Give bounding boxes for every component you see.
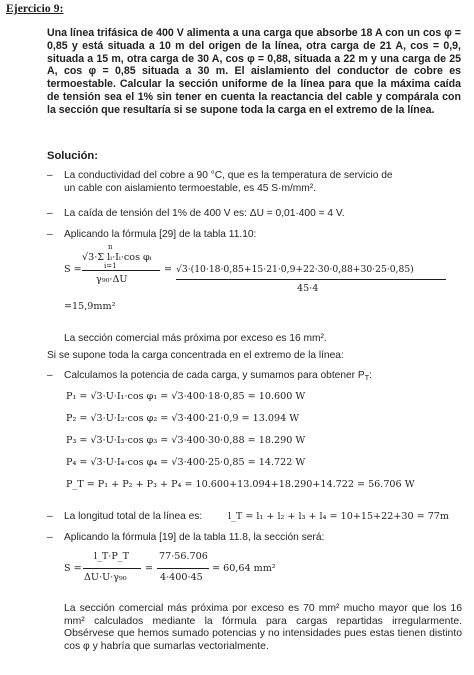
fraction-bar — [82, 270, 160, 271]
exercise-title: Ejercicio 9: — [6, 3, 64, 15]
bullet-conductivity-line1: La conductividad del cobre a 90 °C, que es la temperatura de servicio de — [64, 170, 393, 181]
bullet-dash: – — [47, 229, 53, 240]
fraction-bar — [83, 568, 141, 569]
power-p2: P₂ = √3·U·I₂·cos φ₂ = √3·400·21·0,9 = 13.094 W — [66, 413, 300, 424]
formula2-numerator-right: 77·56.706 — [159, 551, 208, 562]
bullet-voltage-drop: La caída de tensión del 1% de 400 V es: ΔU = 0,01·400 = 4 V. — [64, 208, 345, 219]
power-p4: P₄ = √3·U·I₄·cos φ₄ = √3·400·25·0,85 = 14.722 W — [66, 457, 306, 468]
formula1-numerator-left: √3·Σ lᵢ·Iᵢ·cos φᵢ — [82, 252, 152, 263]
bullet-formula19: Aplicando la fórmula [19] de la tabla 11.8, la sección será: — [64, 532, 325, 543]
formula1-sum-bottom: i=1 — [104, 262, 117, 270]
bullet-total-length-text: La longitud total de la línea es: — [64, 511, 203, 522]
problem-statement: Una línea trifásica de 400 V alimenta a una carga que absorbe 18 A con un cos φ = 0,85 y está situada a 10 m del origen de la línea, otra carga de 21 A, cos = 0,9, situada a 15 m, otra carga de 30 A, cos φ = 0,88, situada a 22 m y una carga de 25 A, cos φ = 0,85 situada a 30 m. El aislamiento del conductor de cobre es termoestable. Calcular la sección uniforme de la línea para que la máxima caída de tensión sea el 1% sin tener en cuenta la reactancia del cable y compárala con la sección que resultaría si se supone toda la carga en el extremo de la línea. — [47, 27, 461, 116]
fraction-bar — [157, 568, 209, 569]
formula1-denominator-right: 45·4 — [297, 283, 319, 294]
formula1-sum-top: n — [108, 243, 113, 251]
power-total: P_T = P₁ + P₂ + P₃ + P₄ = 10.600+13.094+18.290+14.722 = 56.706 W — [66, 479, 415, 490]
formula1-equals: = — [164, 264, 173, 275]
formula2-result: = 60,64 mm² — [212, 563, 276, 574]
formula1-numerator-right: √3·(10·18·0,85+15·21·0,9+22·30·0,88+30·25·0,85) — [176, 264, 414, 275]
formula2-numerator-left: l_T·P_T — [94, 551, 129, 562]
formula1-lhs: S = — [64, 264, 82, 275]
final-paragraph: La sección comercial más próxima por exceso es 70 mm² mucho mayor que los 16 mm² calculados mediante la fórmula para cargas repartidas irregularmente. Obsérvese que hemos sumado potencias y no intensidades pues estas tienen distinto cos φ y habría que sumarlas vectorialmente. — [64, 603, 462, 652]
bullet-dash: – — [47, 208, 53, 219]
formula2-lhs: S = — [64, 563, 82, 574]
bullet-dash: – — [47, 370, 53, 381]
total-length-formula: l_T = l₁ + l₂ + l₃ + l₄ = 10+15+22+30 = 77m — [228, 511, 449, 522]
bullet-formula29: Aplicando la fórmula [29] de la tabla 11.10: — [64, 229, 257, 240]
intro-concentrated-load: Si se supone toda la carga concentrada en el extremo de la línea: — [47, 350, 344, 361]
fraction-bar — [176, 279, 446, 280]
bullet-dash: – — [47, 532, 53, 543]
formula2-equals: = — [145, 563, 154, 574]
formula2-denominator-left: ΔU·U·γ₉₀ — [84, 572, 127, 583]
formula1-result: =15,9mm² — [64, 301, 116, 312]
formula2-denominator-right: 4·400·45 — [160, 572, 203, 583]
power-p3: P₃ = √3·U·I₃·cos φ₃ = √3·400·30·0,88 = 18.290 W — [66, 435, 306, 446]
solution-heading: Solución: — [47, 150, 98, 162]
formula1-denominator-left: γ₉₀·ΔU — [96, 274, 128, 285]
commercial-section-16: La sección comercial más próxima por exceso es 16 mm². — [64, 333, 327, 344]
bullet-conductivity-line2: un cable con aislamiento termoestable, es 45 S·m/mm². — [64, 183, 316, 194]
power-p1: P₁ = √3·U·I₁·cos φ₁ = √3·400·18·0,85 = 10.600 W — [66, 391, 306, 402]
bullet-dash: – — [47, 511, 53, 522]
bullet-power-calc: Calculamos la potencia de cada carga, y sumamos para obtener $P_T$: — [64, 370, 372, 382]
bullet-dash: – — [47, 170, 53, 181]
